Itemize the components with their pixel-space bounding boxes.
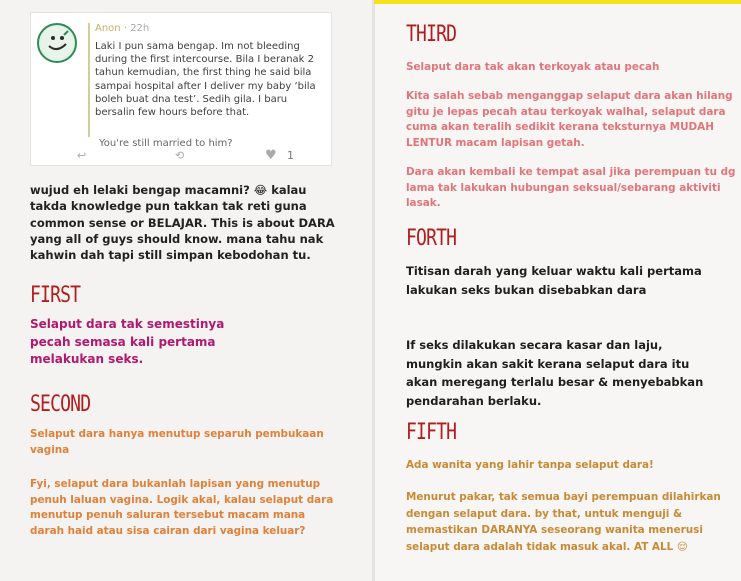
comment-card <box>30 12 332 166</box>
fifth-explanation: Menurut pakar, tak semua bayi perempuan dilahirkan dengan selaput dara. by that, untuk menguji & memastikan DARANYA seseorang wanita menerusi selaput dara adalah tidak masuk akal. AT ALL 😌 <box>406 491 721 553</box>
first-body: Selaput dara tak semestinya pecah semasa kali pertama melakukan seks. <box>30 317 225 366</box>
comment-actions <box>31 149 331 165</box>
second-explanation: Fyi, selaput dara bukanlah lapisan yang menutup penuh laluan vagina. Logik akal, kalau selaput dara menutup penuh saluran tersebut macam mana darah haid atau sisa cairan dari vagina keluar? <box>30 478 334 537</box>
quote-bar <box>88 23 90 137</box>
intro-text: wujud eh lelaki bengap macamni? 😂 kalau takda knowledge pun takkan tak reti guna common sense or BELAJAR. This is about DARA yang all of guys should know. mana tahu nak kahwin dah tapi still simpan kebodohan tu. <box>30 183 335 263</box>
third-explanation: Kita salah sebab menganggap selaput dara akan hilang gitu je lepas pecah atau terkoyak walhal, selaput dara cuma akan teralih sedikit kerana teksturnya MUDAH LENTUR macam lapisan getah. <box>406 90 733 149</box>
heading-second: SECOND <box>30 392 91 417</box>
like-count: 1 <box>287 149 294 162</box>
fifth-point: Ada wanita yang lahir tanpa selaput dara! <box>406 459 654 471</box>
avatar[interactable] <box>37 23 77 63</box>
heading-first: FIRST <box>30 283 81 308</box>
heart-icon[interactable]: ♥ <box>265 148 277 163</box>
accent-strip <box>374 0 741 4</box>
comment-reply: You're still married to him? <box>99 138 233 149</box>
anon-avatar-icon <box>40 26 74 60</box>
heading-third: THIRD <box>406 22 457 47</box>
forth-point: Titisan darah yang keluar waktu kali pertama lakukan seks bukan disebabkan dara <box>406 264 702 297</box>
reply-icon[interactable]: ↩ <box>77 149 87 162</box>
second-point: Selaput dara hanya menutup separuh pembukaan vagina <box>30 428 324 456</box>
repost-icon[interactable]: ⟲ <box>175 149 185 162</box>
comment-author: Anon · 22h <box>95 23 150 34</box>
heading-forth: FORTH <box>406 226 457 251</box>
heading-fifth: FIFTH <box>406 420 457 445</box>
comment-time: 22h <box>130 23 150 34</box>
third-note: Dara akan kembali ke tempat asal jika perempuan tu dg lama tak lakukan hubungan seksual/sebarang aktiviti lasak. <box>406 166 736 209</box>
third-point: Selaput dara tak akan terkoyak atau pecah <box>406 61 660 73</box>
forth-explanation: If seks dilakukan secara kasar dan laju, mungkin akan sakit kerana selaput dara itu akan meregang terlalu besar & menyebabkan pendarahan berlaku. <box>406 338 704 408</box>
comment-text: Laki I pun sama bengap. Im not bleeding during the first intercourse. Bila I beranak 2 tahun kemudian, the first thing he said bila sampai hospital after I deliver my baby ‘bila boleh buat dna test’. Sedih gila. I baru bersalin few hours before that. <box>95 41 316 119</box>
